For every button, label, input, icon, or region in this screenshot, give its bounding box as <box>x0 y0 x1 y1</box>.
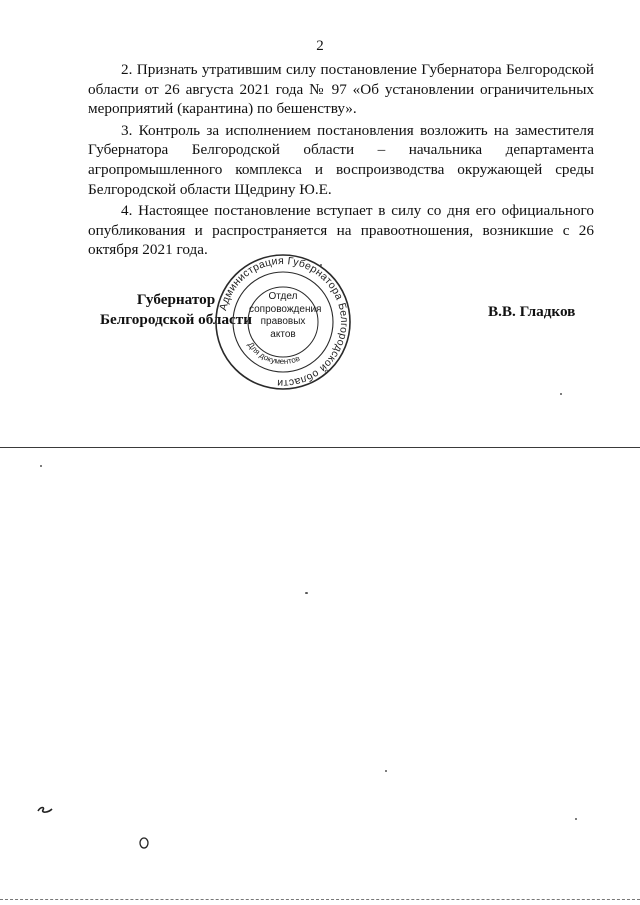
stamp-center-line3: правовых <box>260 316 306 327</box>
scan-speck <box>385 770 387 772</box>
scan-speck <box>575 818 577 820</box>
page-number: 2 <box>316 38 324 54</box>
horizontal-rule <box>0 447 640 448</box>
signature-title-line2: Белгородской области <box>99 310 252 328</box>
stamp-center-text <box>249 291 322 341</box>
scan-mark-icon <box>36 803 54 821</box>
scan-speck <box>560 393 562 395</box>
scan-speck <box>320 264 322 266</box>
signature-name: В.В. Гладков <box>488 303 576 320</box>
bottom-edge-rule <box>0 899 640 901</box>
stamp-outer-text: Администрация Губернатора Белгородской области <box>217 254 351 390</box>
paragraph-4: 4. Настоящее постановление вступает в силу со дня его официального опубликования и распространяется на правоотношения, возникшие с 26 октября 2021 года. <box>88 202 594 259</box>
scan-speck <box>305 592 308 594</box>
signature-title-line1: Губернатор <box>136 291 216 308</box>
document-body <box>88 60 594 260</box>
paragraph-2: 2. Признать утратившим силу постановление Губернатора Белгородской области от 26 августа 2021 года № 97 «Об установлении ограничительных мероприятий (карантина) по бешенству». <box>88 61 594 118</box>
stamp-center-line1: Отдел <box>268 291 298 302</box>
stamp-center-line2: сопровождения <box>249 303 322 315</box>
scan-circle-icon <box>138 836 150 855</box>
stamp-center-line4: актов <box>270 328 296 340</box>
scan-speck <box>40 465 42 467</box>
paragraph-3: 3. Контроль за исполнением постановления возложить на заместителя Губернатора Белгородской области – начальника департамента агропромышленного комплекса и воспроизводства окружающей среды Белгородской области Щедрину Ю.Е. <box>88 121 594 198</box>
stamp-inner-text: Для документов <box>245 340 302 367</box>
official-stamp <box>214 253 352 391</box>
